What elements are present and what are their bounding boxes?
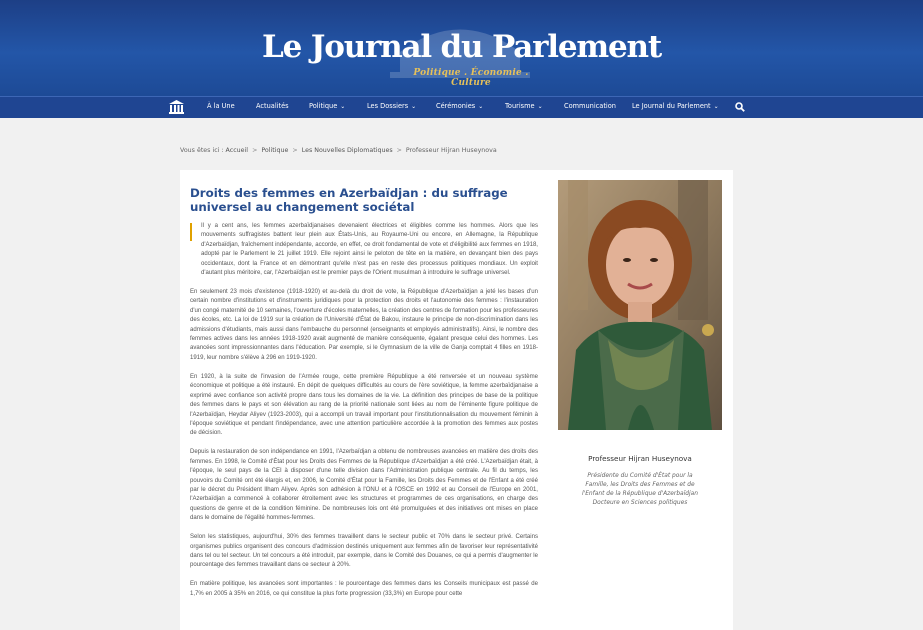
site-logo[interactable]: Le Journal du Parlement <box>262 29 661 65</box>
breadcrumb-item-accueil[interactable]: Accueil <box>225 147 249 154</box>
breadcrumb-separator: > <box>396 147 402 154</box>
article-paragraph: En matière politique, les avancées sont importantes : le pourcentage des femmes dans les Conseils municipaux est passé de 1,7% en 2005 à 35% en 2016, ce qui constitue la plus forte progression (33,3%) en Europe pour cette <box>190 581 538 597</box>
nav-item-politique[interactable]: Politique ⌄ <box>309 102 346 110</box>
nav-item-ceremonies[interactable]: Cérémonies ⌄ <box>436 102 484 110</box>
breadcrumb-item-nouvelles-diplomatiques[interactable]: Les Nouvelles Diplomatiques <box>301 147 393 154</box>
nav-item-communication[interactable]: Communication <box>564 102 616 110</box>
nav-item-les-dossiers[interactable]: Les Dossiers ⌄ <box>367 102 417 110</box>
chevron-down-icon: ⌄ <box>411 103 417 110</box>
article-paragraph: Depuis la restauration de son indépendance en 1991, l'Azerbaïdjan a obtenu de nombreuses avancées en matière des droits des femmes. En 1998, le Comité d'État pour les Droits des Femmes de la République d'Azerbaïdjan a été créé. L'Azerbaïdjan était, à l'époque, le seul pays de la CEI à disposer d'une telle division dans l'Administration publique centrale. Au fil du temps, les pouvoirs du Comité ont été élargis et, en 2006, le Comité d'État pour la Famille, les Droits des Femmes et de l'Enfant a été créé par le décret du Président Ilham Aliyev. Après son adhésion à l'ONU et à l'OSCE en 1992 et au Conseil de l'Europe en 2001, l'Azerbaïdjan a commencé à collaborer étroitement avec les structures et programmes de ces organisations, en charge des questions de genre et de la condition féminine. De nombreuses lois ont été promulguées et des initiatives ont mises en place dans le domaine de l'égalité hommes-femmes. <box>190 449 538 522</box>
nav-item-actualites[interactable]: Actualités <box>256 102 289 110</box>
nav-item-a-la-une[interactable]: À la Une <box>207 102 235 110</box>
portrait-illustration <box>558 180 722 430</box>
article-paragraph: En 1920, à la suite de l'invasion de l'Armée rouge, cette première République a été renversée et un nouveau système économique et politique a été instauré. En dépit de quelques difficultés au cours de l'ère soviétique, la femme azerbaïdjanaise a exprimé avec confiance son activité propre dans tous les domaines de la vie. La définition des principes de base de la politique des femmes dans le pays et son élévation au rang de la priorité nationale sont liées au nom de l'éminente figure politique de l'Azerbaïdjan, Heydar Aliyev (1923-2003), qui a accompli un travail important pour l'institutionnalisation du mouvement féminin à l'époque soviétique et pendant l'indépendance, avec une attention particulière accordée à la promotion des femmes aux postes de décision. <box>190 373 538 437</box>
masthead <box>0 0 923 96</box>
search-icon[interactable] <box>735 102 745 112</box>
article-paragraph: Il y a cent ans, les femmes azerbaïdjanaises devenaient électrices et éligibles comme les hommes. Alors que les mouvements suffragistes battent leur plein aux États-Unis, au Royaume-Uni ou encore, en Allemagne, la République d'Azerbaïdjan, fraîchement indépendante, accorde, en effet, ce droit fondamental de vote et d'éligibilité aux femmes en 1918, adopté par le Parlement le 21 juillet 1919. Elle rejoint ainsi le peloton de tête en la matière, en devançant bien des pays occidentaux, dont la France et en démontrant qu'elle n'est pas en reste des processus politiques mondiaux. Un exploit d'autant plus méritoire, car, l'Azerbaïdjan est le premier pays de l'Orient musulman à introduire le suffrage universel. <box>190 222 538 278</box>
article-paragraph: En seulement 23 mois d'existence (1918-1920) et au-delà du droit de vote, la République d'Azerbaïdjan a jeté les bases d'un certain nombre d'institutions et d'instruments juridiques pour la protection des droits et l'autonomie des femmes : l'instauration d'un congé maternité de 10 semaines, l'ouverture d'écoles maternelles, la création des centres de formation pour les professeures des écoles, etc. La loi de 1919 sur la création de l'Université d'État de Bakou, instaure le principe de non-discrimination dans les admissions d'étudiants, mais aussi dans l'embauche du personnel (enseignants et employés administratifs). Ainsi, le nombre des femmes actives dans les années 1918-1920 avait augmenté de manière conséquente, égalant presque celui des hommes. Les avancées sont impressionnantes dans l'éducation. Par exemple, si le Gymnasium de la ville de Ganja comptait 4 filles en 1918-1919, leur nombre s'élève à 296 en 1919-1920. <box>190 289 538 361</box>
portrait-photo <box>558 180 722 430</box>
chevron-down-icon: ⌄ <box>478 103 484 110</box>
chevron-down-icon: ⌄ <box>537 103 543 110</box>
portrait-caption: Présidente du Comité d'État pour la Famille, les Droits des Femmes et de l'Enfant de la République d'Azerbaïdjan Docteure en Sciences politiques <box>581 473 699 506</box>
breadcrumb-separator: > <box>292 147 298 154</box>
breadcrumb <box>180 147 497 154</box>
breadcrumb-item-politique[interactable]: Politique <box>261 147 289 154</box>
article-paragraph: Selon les statistiques, aujourd'hui, 30% des femmes travaillent dans le secteur public et 70% dans le secteur privé. Certains organismes publics organisent des concours d'admission destinés uniquement aux femmes afin de favoriser leur représentativité dans tel ou tel secteur. Un tel concours a été introduit, par exemple, dans le Comité des Douanes, ce qui a permis d'augmenter le pourcentage des femmes travaillant dans ce secteur à 20%. <box>190 534 538 569</box>
nav-item-tourisme[interactable]: Tourisme ⌄ <box>505 102 543 110</box>
breadcrumb-current: Professeur Hijran Huseynova <box>405 147 497 154</box>
nav-item-le-journal-du-parlement[interactable]: Le Journal du Parlement ⌄ <box>632 102 719 110</box>
breadcrumb-prefix: Vous êtes ici : <box>180 147 224 154</box>
chevron-down-icon: ⌄ <box>713 103 719 110</box>
main-nav <box>0 96 923 118</box>
article-title: Droits des femmes en Azerbaïdjan : du suffrage universel au changement sociétal <box>190 186 508 214</box>
article-body <box>190 222 538 609</box>
chevron-down-icon: ⌄ <box>340 103 346 110</box>
home-building-icon[interactable] <box>168 99 185 115</box>
site-tagline: Politique . Économie . Culture <box>413 68 529 88</box>
breadcrumb-separator: > <box>252 147 258 154</box>
portrait-name: Professeur Hijran Huseynova <box>588 454 692 463</box>
